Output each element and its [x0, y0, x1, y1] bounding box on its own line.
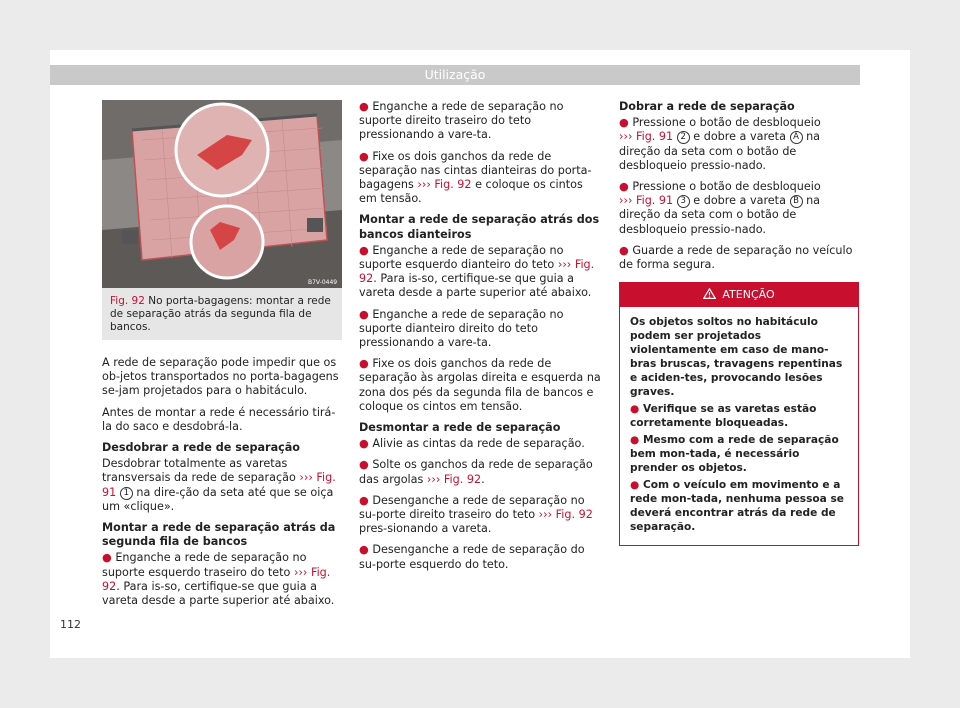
bullet-icon: ●	[630, 479, 640, 492]
list-item	[359, 150, 601, 207]
bullet-icon: ●	[359, 543, 369, 557]
heading-desmontar: Desmontar a rede de separação	[359, 421, 561, 435]
list-item-text: Verifique se as varetas estão corretamente bloqueadas.	[630, 403, 817, 430]
list-item	[359, 543, 601, 571]
list-item-text-tail: e coloque os cintos em tensão.	[359, 178, 583, 206]
list-item	[619, 244, 859, 272]
list-item-text: Solte os ganchos da rede de separação das argolas	[359, 458, 593, 486]
list-item-text-tail: . Para is-so, certifique-se que guia a vareta desde a parte superior até abaixo.	[359, 272, 592, 300]
list-item-text: Desenganche a rede de separação do su-porte esquerdo do teto.	[359, 543, 585, 571]
warning-triangle-icon	[703, 288, 716, 299]
bullet-icon: ●	[619, 116, 629, 130]
figure-label: Fig. 92	[110, 295, 145, 307]
bullet-icon: ●	[359, 243, 369, 257]
figure-code: B7V-0449	[308, 279, 338, 286]
list-item-text: Pressione o botão de desbloqueio	[632, 116, 821, 130]
callout-3: 3	[677, 195, 690, 208]
list-item-text: Enganche a rede de separação no suporte dianteiro direito do teto pressionando a vare-ta.	[359, 307, 564, 350]
list-item-text-tail: pres-sionando a vareta.	[359, 522, 492, 536]
intro-paragraph-1: A rede de separação pode impedir que os ob-jetos transportados no porta-bagagens se-jam projetados para o habitáculo.	[102, 356, 339, 398]
fig-91-link[interactable]: ››› Fig. 91	[619, 130, 674, 144]
bullet-icon: ●	[359, 493, 369, 507]
bullet-icon: ●	[359, 458, 369, 472]
list-item-text: e dobre a vareta	[693, 130, 786, 144]
cargo-net-illustration	[102, 100, 342, 288]
warning-box	[619, 282, 859, 546]
bullet-icon: ●	[619, 243, 629, 257]
heading-dobrar: Dobrar a rede de separação	[619, 100, 795, 113]
fig-92-link[interactable]: ››› Fig. 92	[538, 508, 593, 522]
list-item-text: Fixe os dois ganchos da rede de separação nas cintas dianteiras do porta-bagagens	[359, 149, 592, 192]
list-item-text: Mesmo com a rede de separação bem mon-tada, é necessário prender os objetos.	[630, 434, 839, 475]
fig-92-link[interactable]: ››› Fig. 92	[426, 472, 482, 486]
list-item-text-tail: .	[481, 472, 485, 486]
list-item	[359, 357, 601, 414]
list-item	[359, 100, 601, 143]
list-item-text: Com o veículo em movimento e a rede mon-tada, nenhuma pessoa se deverá encontrar atrás da rede de separação.	[630, 479, 844, 534]
bullet-icon: ●	[359, 437, 369, 451]
warning-title: ATENÇÃO	[722, 288, 775, 302]
callout-a: A	[790, 131, 803, 144]
callout-2: 2	[677, 131, 690, 144]
bullet-icon: ●	[359, 357, 369, 371]
list-item	[630, 402, 848, 430]
column-1	[102, 100, 342, 615]
desdobrar-text-a: Desdobrar totalmente as varetas transversais da rede de separação	[102, 457, 296, 485]
list-item-text-tail: na direção da seta com o botão de desbloqueio pressio-nado.	[619, 194, 821, 236]
bullet-icon: ●	[630, 403, 640, 416]
list-item-text-tail: . Para is-so, certifique-se que guia a vareta desde a parte superior até abaixo.	[102, 579, 335, 608]
bullet-icon: ●	[619, 180, 629, 194]
callout-b: B	[790, 195, 803, 208]
list-item	[102, 551, 342, 608]
bullet-icon: ●	[630, 434, 640, 447]
list-item-text: Alivie as cintas da rede de separação.	[372, 437, 585, 451]
bullet-icon: ●	[359, 149, 369, 163]
list-item-text: Guarde a rede de separação no veículo de forma segura.	[619, 243, 853, 272]
warning-header	[620, 283, 858, 307]
column-2	[359, 100, 601, 579]
heading-montar-dianteiros: Montar a rede de separação atrás dos bancos dianteiros	[359, 213, 600, 241]
list-item-text: Fixe os dois ganchos da rede de separação às argolas direita e esquerda na zona dos pés da segunda fila de bancos e coloque os cintos em tensão.	[359, 357, 601, 413]
desdobrar-text-b: na dire-ção da seta até que se oiça um «clique».	[102, 485, 334, 513]
warning-intro: Os objetos soltos no habitáculo podem ser projetados violentamente em caso de mano-bras bruscas, travagens repentinas e aciden-tes, provocando lesões graves.	[630, 316, 843, 399]
page-header	[50, 65, 860, 85]
heading-montar-segunda-fila: Montar a rede de separação atrás da segunda fila de bancos	[102, 521, 336, 549]
list-item-text-tail: na direção da seta com o botão de desbloqueio pressio-nado.	[619, 130, 821, 172]
page-number: 112	[60, 618, 81, 631]
fig-92-link[interactable]: ››› Fig. 92	[102, 565, 331, 593]
list-item	[630, 478, 848, 534]
warning-body	[620, 307, 858, 545]
list-item-text: Enganche a rede de separação no suporte esquerdo traseiro do teto	[102, 551, 307, 579]
header-title: Utilização	[424, 67, 486, 82]
list-item	[359, 458, 601, 486]
list-item-text: Pressione o botão de desbloqueio	[632, 180, 821, 194]
list-item-text: Enganche a rede de separação no suporte esquerdo dianteiro do teto	[359, 243, 564, 272]
fig-92-link[interactable]: ››› Fig. 92	[417, 178, 472, 192]
bullet-icon: ●	[359, 100, 369, 113]
figure-92-image	[102, 100, 342, 288]
fig-91-link[interactable]: ››› Fig. 91	[619, 194, 674, 208]
figure-caption-text: No porta-bagagens: montar a rede de separação atrás da segunda fila de bancos.	[110, 295, 331, 333]
list-item-text: Desenganche a rede de separação no su-porte direito traseiro do teto	[359, 493, 585, 522]
callout-1: 1	[120, 487, 133, 500]
list-item	[619, 116, 859, 173]
heading-desdobrar: Desdobrar a rede de separação	[102, 441, 300, 455]
figure-caption	[102, 288, 342, 340]
column-3	[619, 100, 859, 546]
list-item	[619, 180, 859, 237]
list-item-text: Enganche a rede de separação no suporte direito traseiro do teto pressionando a vare-ta.	[359, 100, 564, 142]
list-item	[630, 433, 848, 475]
list-item-text: e dobre a vareta	[693, 194, 786, 208]
intro-paragraph-2: Antes de montar a rede é necessário tirá-la do saco e desdobrá-la.	[102, 405, 336, 433]
fig-91-link[interactable]: ››› Fig. 91	[102, 471, 336, 499]
bullet-icon: ●	[102, 551, 112, 565]
list-item	[359, 308, 601, 351]
fig-92-link[interactable]: ››› Fig. 92	[359, 258, 595, 286]
list-item	[359, 437, 601, 451]
list-item	[359, 244, 601, 301]
desdobrar-paragraph	[102, 457, 342, 514]
bullet-icon: ●	[359, 307, 369, 321]
list-item	[359, 494, 601, 537]
